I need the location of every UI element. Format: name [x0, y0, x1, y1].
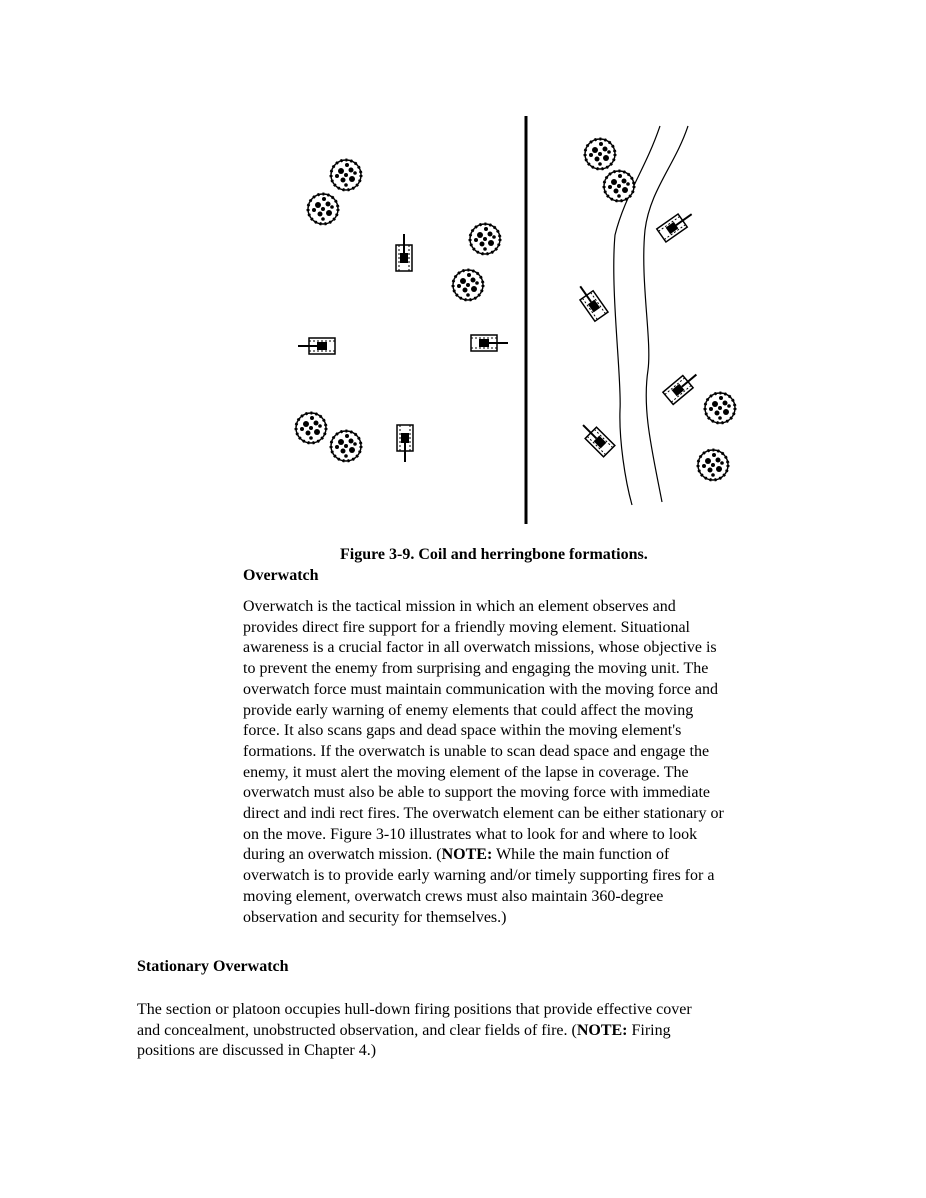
note-label: NOTE:: [441, 846, 493, 864]
paragraph-line: observation and security for themselves.): [243, 908, 507, 926]
tree-icon: [296, 413, 326, 443]
figure-caption: Figure 3-9. Coil and herringbone formations.: [340, 546, 648, 563]
tree-icon: [453, 270, 483, 300]
tree-icon: [604, 171, 634, 201]
overwatch-paragraph: [243, 597, 803, 928]
tank-icon: [397, 425, 413, 462]
tank-icon: [574, 282, 608, 321]
tank-icon: [396, 234, 412, 271]
tank-icon: [577, 419, 614, 456]
tree-icon: [331, 431, 361, 461]
paragraph-line: [243, 845, 803, 866]
paragraph-line: force. It also scans gaps and dead space within the moving element's: [243, 722, 682, 740]
paragraph-line: overwatch must also be able to support the moving force with immediate: [243, 784, 710, 802]
paragraph-line: formations. If the overwatch is unable to scan dead space and engage the: [243, 742, 710, 760]
line-text: While the main function of: [492, 846, 670, 864]
tree-icon: [698, 450, 728, 480]
tree-icon: [705, 393, 735, 423]
road-right-edge: [644, 126, 688, 502]
paragraph-line: Overwatch is the tactical mission in which an element observes and: [243, 598, 676, 615]
paragraph-line: direct and indi rect fires. The overwatch element can be either stationary or: [243, 805, 724, 823]
line-text: and concealment, unobstructed observation, and clear fields of fire. (: [137, 1021, 577, 1039]
tree-icon: [470, 224, 500, 254]
coil-formation: [296, 160, 508, 462]
paragraph-line: overwatch is to provide early warning and/or timely supporting fires for a: [243, 867, 715, 885]
paragraph-line: enemy, it must alert the moving element of the lapse in coverage. The: [243, 763, 689, 781]
tank-icon: [657, 208, 696, 242]
tree-icon: [308, 194, 338, 224]
tree-icon: [331, 160, 361, 190]
paragraph-line: on the move. Figure 3-10 illustrates what to look for and where to look: [243, 825, 698, 843]
paragraph-line: provides direct fire support for a friendly moving element. Situational: [243, 618, 690, 636]
paragraph-line: [137, 1021, 817, 1042]
section-heading-overwatch: Overwatch: [243, 567, 319, 584]
herringbone-formation: [574, 126, 735, 505]
line-text: Firing: [627, 1021, 671, 1039]
tank-icon: [663, 368, 702, 404]
paragraph-line: The section or platoon occupies hull-down firing positions that provide effective cover: [137, 1001, 692, 1018]
stationary-overwatch-paragraph: [137, 1000, 817, 1062]
paragraph-line: awareness is a crucial factor in all overwatch missions, whose objective is: [243, 639, 717, 657]
paragraph-line: overwatch force must maintain communication with the moving force and: [243, 680, 718, 698]
line-text: during an overwatch mission. (: [243, 846, 442, 864]
tree-icon: [585, 139, 615, 169]
formation-figure: [280, 110, 750, 530]
paragraph-line: provide early warning of enemy elements that could affect the moving: [243, 701, 694, 719]
note-label: NOTE:: [576, 1021, 628, 1039]
tank-icon: [298, 338, 335, 354]
paragraph-line: to prevent the enemy from surprising and engaging the moving unit. The: [243, 660, 709, 678]
paragraph-line: moving element, overwatch crews must also maintain 360-degree: [243, 887, 664, 905]
tank-icon: [471, 335, 508, 351]
section-heading-stationary-overwatch: Stationary Overwatch: [137, 958, 289, 975]
paragraph-line: positions are discussed in Chapter 4.): [137, 1042, 377, 1060]
